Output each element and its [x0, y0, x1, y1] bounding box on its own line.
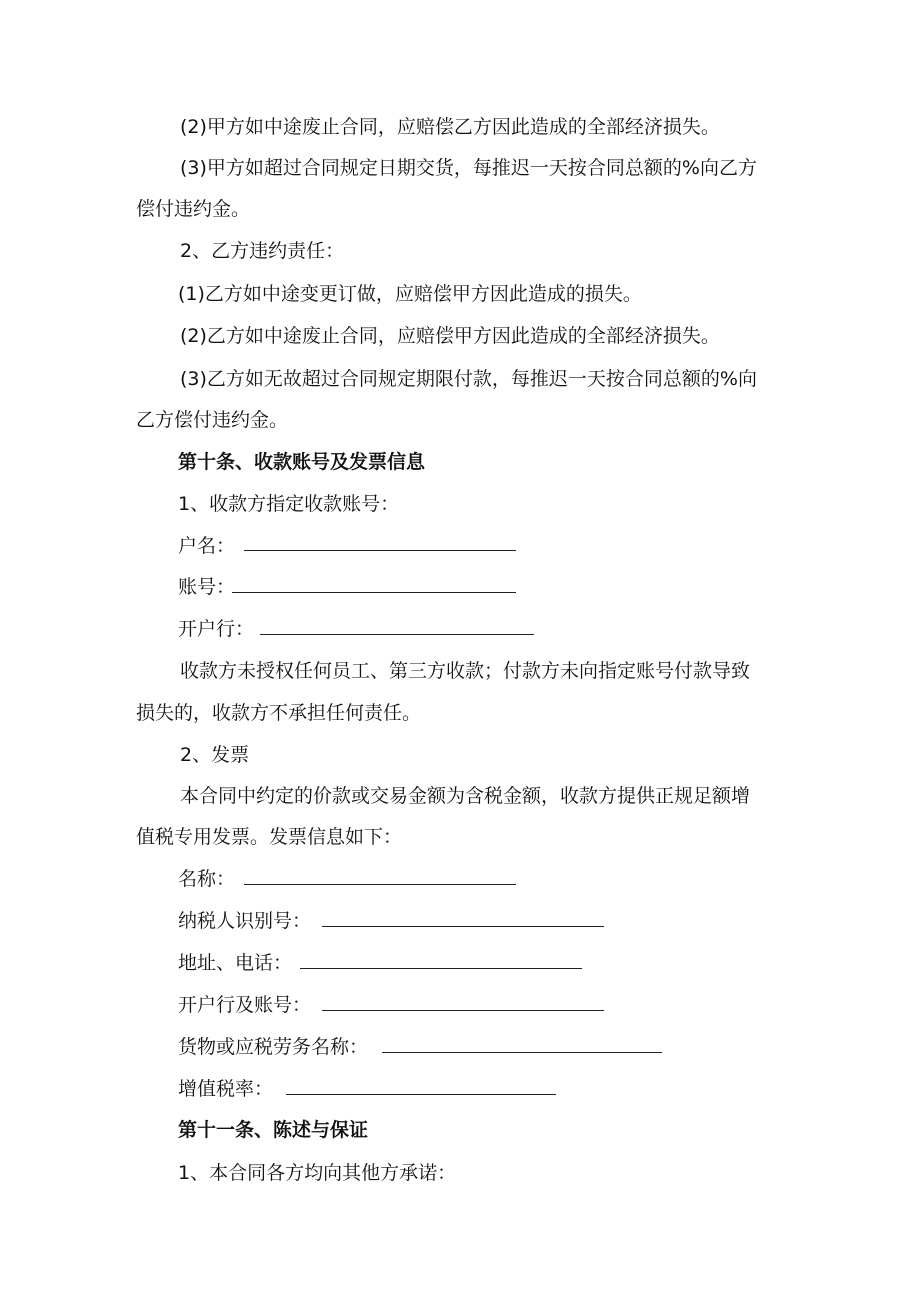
tax-id-label: 纳税人识别号： [178, 910, 312, 932]
account-name-blank [244, 550, 516, 551]
clause-party-b-3-cont: 乙方偿付违约金。 [136, 409, 289, 431]
unauthorized-collection-note-cont: 损失的，收款方不承担任何责任。 [136, 702, 422, 724]
party-b-liability-heading: 2、乙方违约责任： [180, 240, 345, 262]
invoice-title-blank [244, 884, 516, 885]
clause-party-b-1: (1)乙方如中途变更订做，应赔偿甲方因此造成的损失。 [178, 283, 642, 305]
invoice-title-label: 名称： [178, 868, 236, 890]
bank-blank [260, 634, 534, 635]
bank-label: 开户行： [178, 618, 255, 640]
representation-subheading: 1、本合同各方均向其他方承诺： [178, 1162, 457, 1184]
tax-id-blank [322, 926, 604, 927]
bank-account-blank [322, 1010, 604, 1011]
bank-account-label: 开户行及账号： [178, 994, 312, 1016]
address-phone-label: 地址、电话： [178, 952, 293, 974]
invoice-subheading: 2、发票 [180, 744, 250, 766]
account-subheading: 1、收款方指定收款账号： [178, 493, 400, 515]
clause-party-a-3: (3)甲方如超过合同规定日期交货，每推迟一天按合同总额的%向乙方 [180, 157, 757, 179]
clause-party-b-3: (3)乙方如无故超过合同规定期限付款，每推迟一天按合同总额的%向 [180, 368, 757, 390]
invoice-description-cont: 值税专用发票。发票信息如下： [136, 826, 403, 848]
clause-party-a-3-cont: 偿付违约金。 [136, 198, 251, 220]
clause-party-a-2: (2)甲方如中途废止合同，应赔偿乙方因此造成的全部经济损失。 [180, 116, 720, 138]
account-name-label: 户名： [178, 535, 236, 557]
account-number-blank [232, 592, 516, 593]
article-11-title: 第十一条、陈述与保证 [178, 1119, 369, 1141]
account-number-label: 账号： [178, 576, 236, 598]
invoice-description: 本合同中约定的价款或交易金额为含税金额，收款方提供正规足额增 [180, 785, 751, 807]
vat-rate-blank [286, 1094, 556, 1095]
unauthorized-collection-note: 收款方未授权任何员工、第三方收款；付款方未向指定账号付款导致 [180, 660, 751, 682]
address-phone-blank [300, 968, 582, 969]
goods-service-blank [382, 1052, 662, 1053]
vat-rate-label: 增值税率： [178, 1078, 274, 1100]
article-10-title: 第十条、收款账号及发票信息 [178, 451, 426, 473]
clause-party-b-2: (2)乙方如中途废止合同，应赔偿甲方因此造成的全部经济损失。 [180, 325, 720, 347]
goods-service-label: 货物或应税劳务名称： [178, 1036, 369, 1058]
